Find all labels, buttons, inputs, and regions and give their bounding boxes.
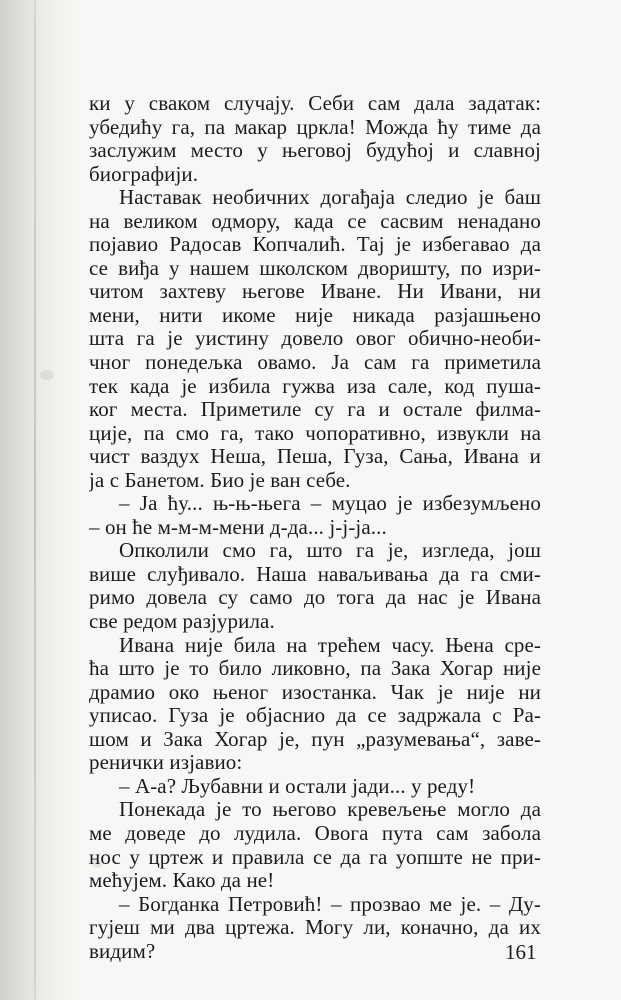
text-line: заслужим место у његовој будућој и славној bbox=[89, 139, 541, 163]
text-line: мени, нити икоме није никада разјашњено bbox=[89, 303, 541, 327]
text-line: шом и Зака Хогар је, пун „разумевања“, заве- bbox=[89, 727, 541, 751]
binding-fold-line bbox=[34, 0, 36, 1000]
text-line: више слуђивало. Наша наваљивања да га сми- bbox=[89, 562, 541, 586]
body-text bbox=[89, 92, 541, 963]
text-line: на великом одмору, када се сасвим ненадано bbox=[89, 209, 541, 233]
text-line: Опколили смо га, што га је, изгледа, још bbox=[119, 539, 541, 563]
text-line: драмио око њеног изостанка. Чак је није ни bbox=[89, 680, 541, 704]
page-number: 161 bbox=[505, 940, 537, 964]
text-line: – Ја ћу... њ-њ-њега – муцао је избезумљено bbox=[119, 492, 541, 516]
text-line: ренички изјавио: bbox=[89, 751, 243, 775]
text-line: гујеш ми два цртежа. Могу ли, коначно, да их bbox=[89, 916, 541, 940]
text-line: Наставак необичних догађаја следио је баш bbox=[119, 186, 541, 210]
text-line: ћа што је то било ликовно, па Зака Хогар није bbox=[89, 657, 541, 681]
text-line: – Богданка Петровић! – прозвао ме је. – Ду- bbox=[119, 892, 541, 916]
text-line: – А-а? Љубавни и остали јади... у реду! bbox=[119, 774, 476, 798]
text-line: Ивана није била на трећем часу. Њена сре- bbox=[119, 633, 541, 657]
text-line: ја с Банетом. Био је ван себе. bbox=[89, 468, 351, 492]
text-line: мећујем. Како да не! bbox=[89, 869, 275, 893]
binding-gutter-shadow bbox=[0, 0, 80, 1000]
text-line: нос у цртеж и правила се да га уопште не при- bbox=[89, 845, 541, 869]
text-line: се виђа у нашем школском дворишту, по изри- bbox=[89, 256, 541, 280]
text-line: видим? bbox=[89, 939, 156, 963]
text-line: ког места. Приметиле су га и остале филма- bbox=[89, 398, 541, 422]
text-line: појавио Радосав Копчалић. Тај је избегавао да bbox=[89, 233, 541, 257]
text-line: убедићу га, па макар цркла! Можда ћу тиме да bbox=[89, 115, 541, 139]
page-smudge bbox=[40, 370, 54, 380]
text-line: ки у сваком случају. Себи сам дала задатак: bbox=[89, 92, 541, 115]
text-line: биографији. bbox=[89, 162, 199, 186]
text-line: уписао. Гуза је објаснио да се задржала с Ра- bbox=[89, 704, 541, 728]
text-line: чног понедељка овамо. Ја сам га приметила bbox=[89, 351, 541, 375]
text-line: чист ваздух Неша, Пеша, Гуза, Сања, Ивана и bbox=[89, 445, 541, 469]
text-line: тек када је избила гужва иза сале, код пуша- bbox=[89, 374, 541, 398]
text-line: – он ће м-м-м-мени д-да... ј-ј-ја... bbox=[89, 515, 387, 539]
text-line: шта га је уистину довело овог обично-необи- bbox=[89, 327, 541, 351]
text-line: Понекада је то његово кревељење могло да bbox=[119, 798, 541, 822]
text-line: читом захтеву његове Иване. Ни Ивани, ни bbox=[89, 280, 541, 304]
text-line: ције, па смо га, тако чопоративно, извукли на bbox=[89, 421, 541, 445]
text-line: све редом разјурила. bbox=[89, 610, 275, 634]
text-line: римо довела су само до тога да нас је Ивана bbox=[89, 586, 541, 610]
text-line: ме доведе до лудила. Овога пута сам забола bbox=[89, 821, 541, 845]
